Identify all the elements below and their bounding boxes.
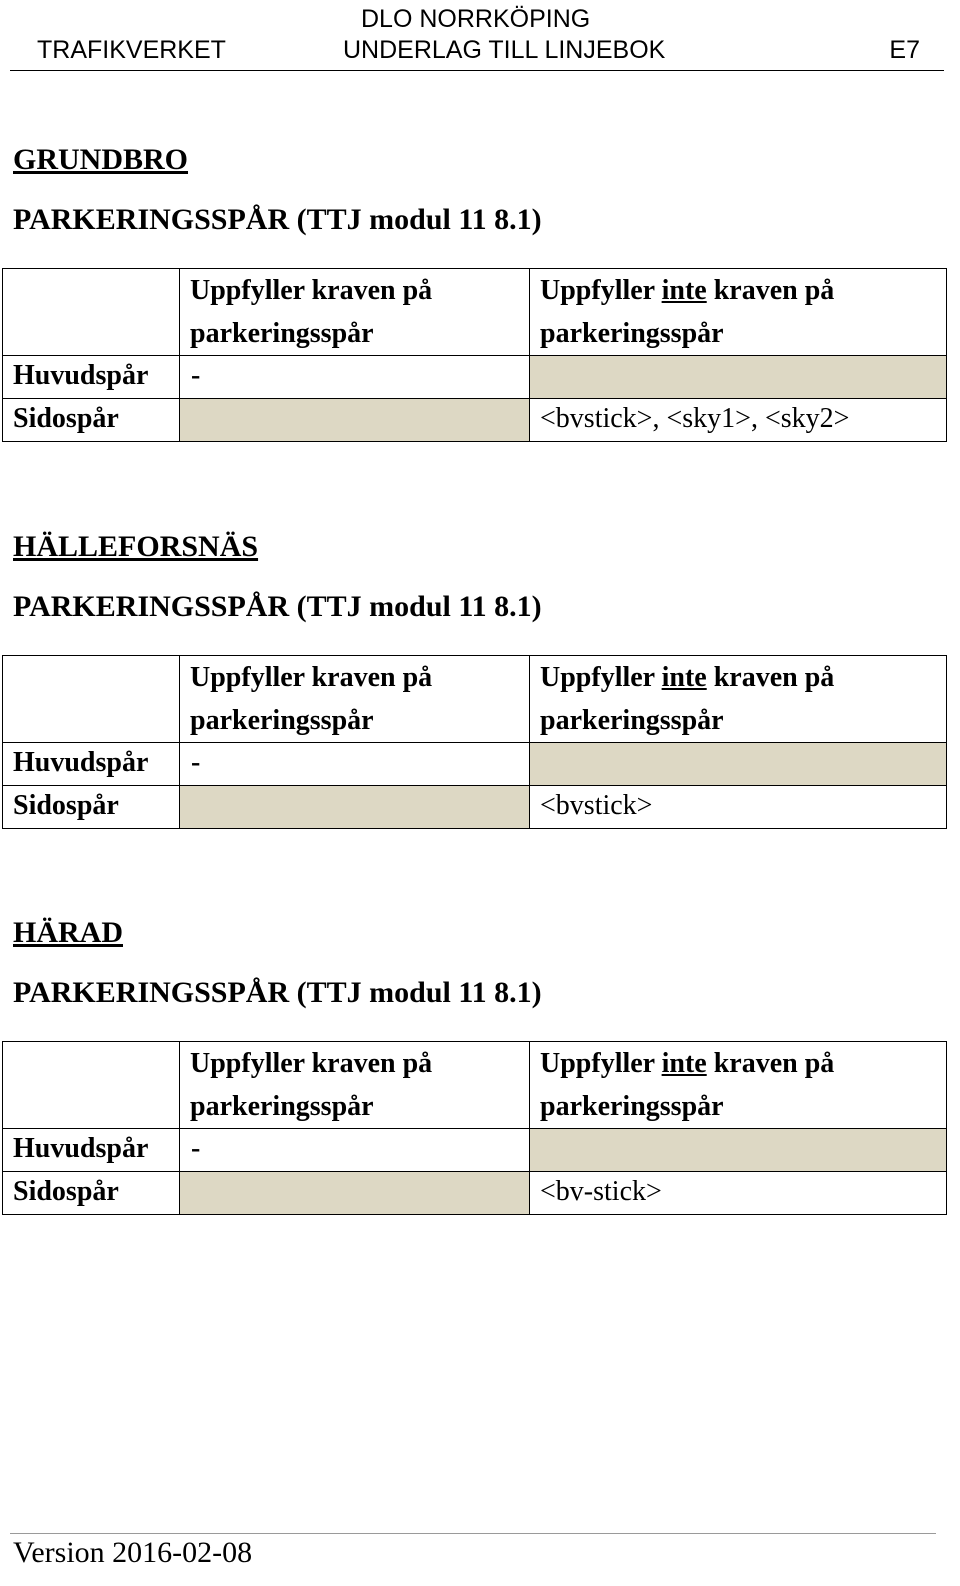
header-organization: TRAFIKVERKET [37,36,226,64]
parking-track-table [2,268,947,442]
row-label-side-track: Sidospår [3,786,180,829]
station-title: GRUNDBRO [13,143,189,176]
table-row [3,356,947,399]
row-label-main-track: Huvudspår [3,356,180,399]
station-title: HÄRAD [13,916,123,949]
emphasis-inte: inte [661,1048,707,1079]
table-row [3,1129,947,1172]
header-document-type: UNDERLAG TILL LINJEBOK [343,36,666,64]
table-header-row [3,269,947,356]
table-row [3,786,947,829]
col-header-not-meets: Uppfyller inte kraven på parkeringsspår [530,269,947,356]
footer-divider [10,1533,936,1534]
cell-main-meets: - [180,1129,530,1172]
station-title: HÄLLEFORSNÄS [13,530,259,563]
cell-side-meets [180,1172,530,1215]
table-header-row [3,1042,947,1129]
row-label-main-track: Huvudspår [3,1129,180,1172]
row-label-main-track: Huvudspår [3,743,180,786]
col-header-not-meets: Uppfyller inte kraven på parkeringsspår [530,1042,947,1129]
cell-main-not-meets [530,743,947,786]
cell-main-not-meets [530,356,947,399]
cell-side-meets [180,399,530,442]
header-corner-cell [3,656,180,743]
table-row [3,1172,947,1215]
cell-main-meets: - [180,356,530,399]
header-route-code: E7 [889,36,920,64]
table-row [3,743,947,786]
col-header-not-meets: Uppfyller inte kraven på parkeringsspår [530,656,947,743]
cell-side-not-meets: <bv-stick> [530,1172,947,1215]
row-label-side-track: Sidospår [3,1172,180,1215]
col-header-meets: Uppfyller kraven på parkeringsspår [180,656,530,743]
header-corner-cell [3,1042,180,1129]
emphasis-inte: inte [661,275,707,306]
parking-track-table [2,655,947,829]
cell-main-meets: - [180,743,530,786]
header-district: DLO NORRKÖPING [361,5,591,33]
table-header-row [3,656,947,743]
footer-version: Version 2016-02-08 [13,1536,253,1569]
cell-side-meets [180,786,530,829]
header-corner-cell [3,269,180,356]
cell-main-not-meets [530,1129,947,1172]
section-subtitle: PARKERINGSSPÅR (TTJ modul 11 8.1) [13,590,542,623]
cell-side-not-meets: <bvstick>, <sky1>, <sky2> [530,399,947,442]
row-label-side-track: Sidospår [3,399,180,442]
parking-track-table [2,1041,947,1215]
section-subtitle: PARKERINGSSPÅR (TTJ modul 11 8.1) [13,203,542,236]
table-row [3,399,947,442]
emphasis-inte: inte [661,662,707,693]
col-header-meets: Uppfyller kraven på parkeringsspår [180,269,530,356]
page-header [10,0,944,71]
section-subtitle: PARKERINGSSPÅR (TTJ modul 11 8.1) [13,976,542,1009]
col-header-meets: Uppfyller kraven på parkeringsspår [180,1042,530,1129]
cell-side-not-meets: <bvstick> [530,786,947,829]
